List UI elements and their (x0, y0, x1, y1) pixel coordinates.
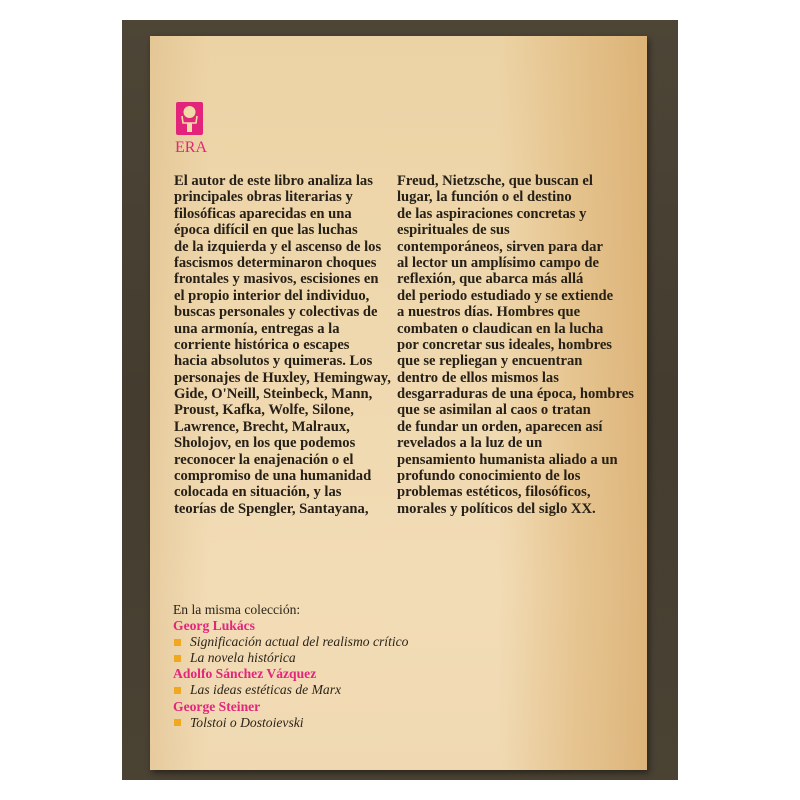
blurb-line: lugar, la función o el destino (397, 189, 572, 206)
blurb-line: época difícil en que las luchas (174, 222, 358, 239)
collection-title-text: Significación actual del realismo crítico (190, 634, 409, 650)
blurb-line: dentro de ellos mismos las (397, 369, 559, 386)
collection-title (173, 715, 408, 731)
blurb-line: colocada en situación, y las (174, 484, 342, 501)
blurb-line: pensamiento humanista aliado a un (397, 451, 618, 468)
blurb-line: teorías de Spengler, Santayana, (174, 500, 369, 517)
blurb-line: de fundar un orden, aparecen así (397, 418, 603, 435)
blurb-line: Freud, Nietzsche, que buscan el (397, 173, 593, 189)
collection-title (173, 682, 408, 698)
blurb-line: Gide, O'Neill, Steinbeck, Mann, (174, 386, 373, 403)
blurb-line: reflexión, que abarca más allá (397, 271, 584, 288)
blurb-line: revelados a la luz de un (397, 435, 543, 452)
collection-title (173, 650, 408, 666)
blurb-line: personajes de Huxley, Hemingway, (174, 369, 391, 386)
square-bullet-icon (174, 655, 181, 662)
blurb-line: espirituales de sus (397, 222, 510, 239)
collection-author: George Steiner (173, 698, 261, 714)
blurb-line: contemporáneos, sirven para dar (397, 238, 603, 255)
square-bullet-icon (174, 687, 181, 694)
collection-title-text: La novela histórica (190, 650, 296, 666)
blurb-line: filosóficas aparecidas en una (174, 205, 352, 222)
era-logo-icon (176, 102, 203, 135)
book-back-cover (150, 36, 647, 770)
blurb-line: fascismos determinaron choques (174, 254, 377, 271)
blurb-line: por concretar sus ideales, hombres (397, 336, 612, 353)
blurb-line: frontales y masivos, escisiones en (174, 271, 379, 288)
blurb-line: el propio interior del individuo, (174, 287, 370, 304)
blurb-line: una armonía, entregas a la (174, 320, 340, 337)
collection-author: Georg Lukács (173, 618, 255, 634)
blurb-line: principales obras literarias y (174, 189, 353, 206)
blurb-line: compromiso de una humanidad (174, 468, 372, 485)
blurb-line: que se asimilan al caos o tratan (397, 402, 591, 419)
blurb-line: Lawrence, Brecht, Malraux, (174, 418, 350, 435)
collection-heading: En la misma colección: (173, 602, 301, 617)
blurb-line: hacia absolutos y quimeras. Los (174, 353, 373, 370)
blurb-line: Proust, Kafka, Wolfe, Silone, (174, 402, 354, 419)
blurb-left-column (174, 173, 396, 517)
square-bullet-icon (174, 719, 181, 726)
blurb-line: problemas estéticos, filosóficos, (397, 484, 591, 501)
blurb-line: Sholojov, en los que podemos (174, 435, 356, 452)
blurb-line: combaten o claudican en la lucha (397, 320, 604, 337)
blurb-line: buscas personales y colectivas de (174, 304, 378, 321)
square-bullet-icon (174, 639, 181, 646)
blurb-line: a nuestros días. Hombres que (397, 304, 581, 321)
collection-title-text: Las ideas estéticas de Marx (190, 682, 342, 698)
blurb-line: del periodo estudiado y se extiende (397, 287, 614, 304)
blurb-line: al lector un amplísimo campo de (397, 254, 600, 271)
blurb-line: corriente histórica o escapes (174, 336, 350, 353)
same-collection-list (173, 602, 408, 731)
blurb-line: reconocer la enajenación o el (174, 451, 354, 468)
blurb-line: morales y políticos del siglo XX. (397, 500, 596, 517)
blurb-line: de la izquierda y el ascenso de los (174, 238, 382, 255)
blurb-line: desgarraduras de una época, hombres (397, 386, 634, 403)
collection-title (173, 634, 408, 650)
collection-title-text: Tolstoi o Dostoievski (190, 714, 304, 730)
collection-author: Adolfo Sánchez Vázquez (173, 666, 317, 682)
blurb-line: que se repliegan y encuentran (397, 353, 583, 370)
blurb-line: profundo conocimiento de los (397, 468, 581, 485)
publisher-name: ERA (175, 139, 207, 156)
blurb-line: El autor de este libro analiza las (174, 173, 373, 189)
blurb-right-column (397, 173, 637, 517)
blurb-line: de las aspiraciones concretas y (397, 205, 587, 222)
